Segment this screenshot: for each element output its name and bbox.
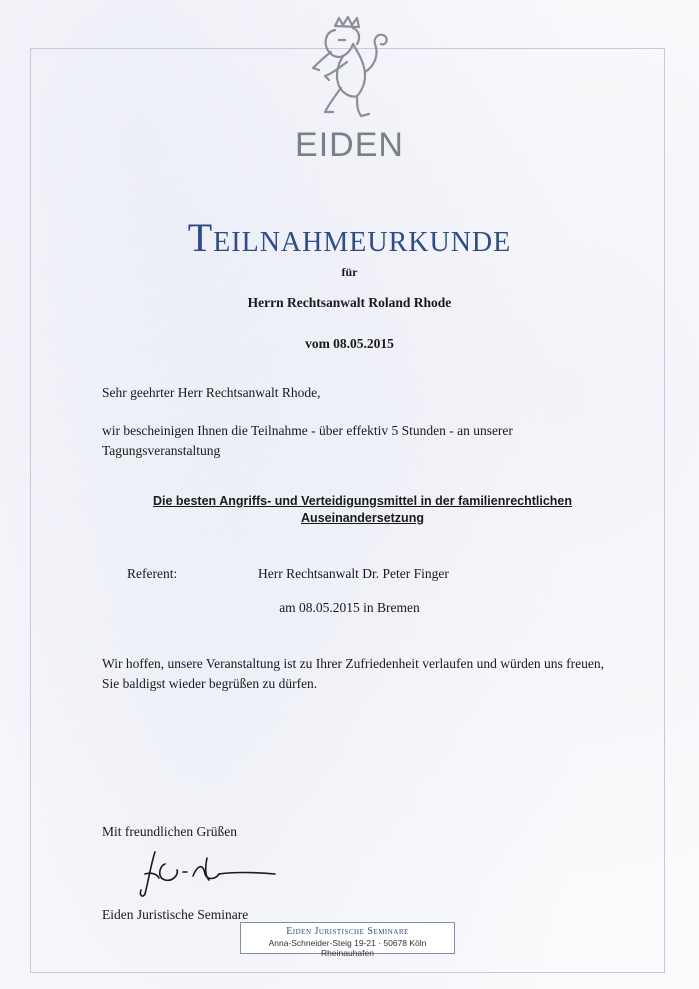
referent-label: Referent: <box>127 566 178 581</box>
stamp-address: Anna-Schneider-Steig 19-21 · 50678 Köln Rheinauhafen <box>268 938 427 958</box>
closing-paragraph: Wir hoffen, unsere Veranstaltung ist zu Ihrer Zufriedenheit verlaufen und würden uns freuen, Sie baldigst wieder begrüßen zu dürfen. <box>102 656 605 691</box>
lion-icon <box>295 14 405 124</box>
company-stamp <box>240 922 455 958</box>
salutation: Sehr geehrter Herr Rechtsanwalt Rhode, <box>102 385 321 400</box>
closing-greeting: Mit freundlichen Grüßen <box>102 824 237 839</box>
certificate-title: Teilnahmeurkunde <box>187 215 512 260</box>
event-title-line-1: Die besten Angriffs- und Verteidigungsmittel in der familienrechtlichen <box>152 494 573 508</box>
certificate-date: vom 08.05.2015 <box>305 336 394 351</box>
logo-wordmark: EIDEN <box>295 126 404 164</box>
for-label: für <box>341 265 358 279</box>
event-title <box>100 493 625 527</box>
referent-name: Herr Rechtsanwalt Dr. Peter Finger <box>258 566 449 581</box>
event-title-line-2: Auseinandersetzung <box>301 511 424 525</box>
signature-icon <box>135 844 285 899</box>
recipient-name: Herrn Rechtsanwalt Roland Rhode <box>247 295 452 310</box>
confirmation-text: wir bescheinigen Ihnen die Teilnahme - über effektiv 5 Stunden - an unserer Tagungsveranstaltung <box>102 423 513 458</box>
company-logo <box>0 14 699 165</box>
venue-date: am 08.05.2015 in Bremen <box>279 600 420 615</box>
organization-name: Eiden Juristische Seminare <box>102 907 249 922</box>
stamp-title: Eiden Juristische Seminare <box>286 926 409 937</box>
